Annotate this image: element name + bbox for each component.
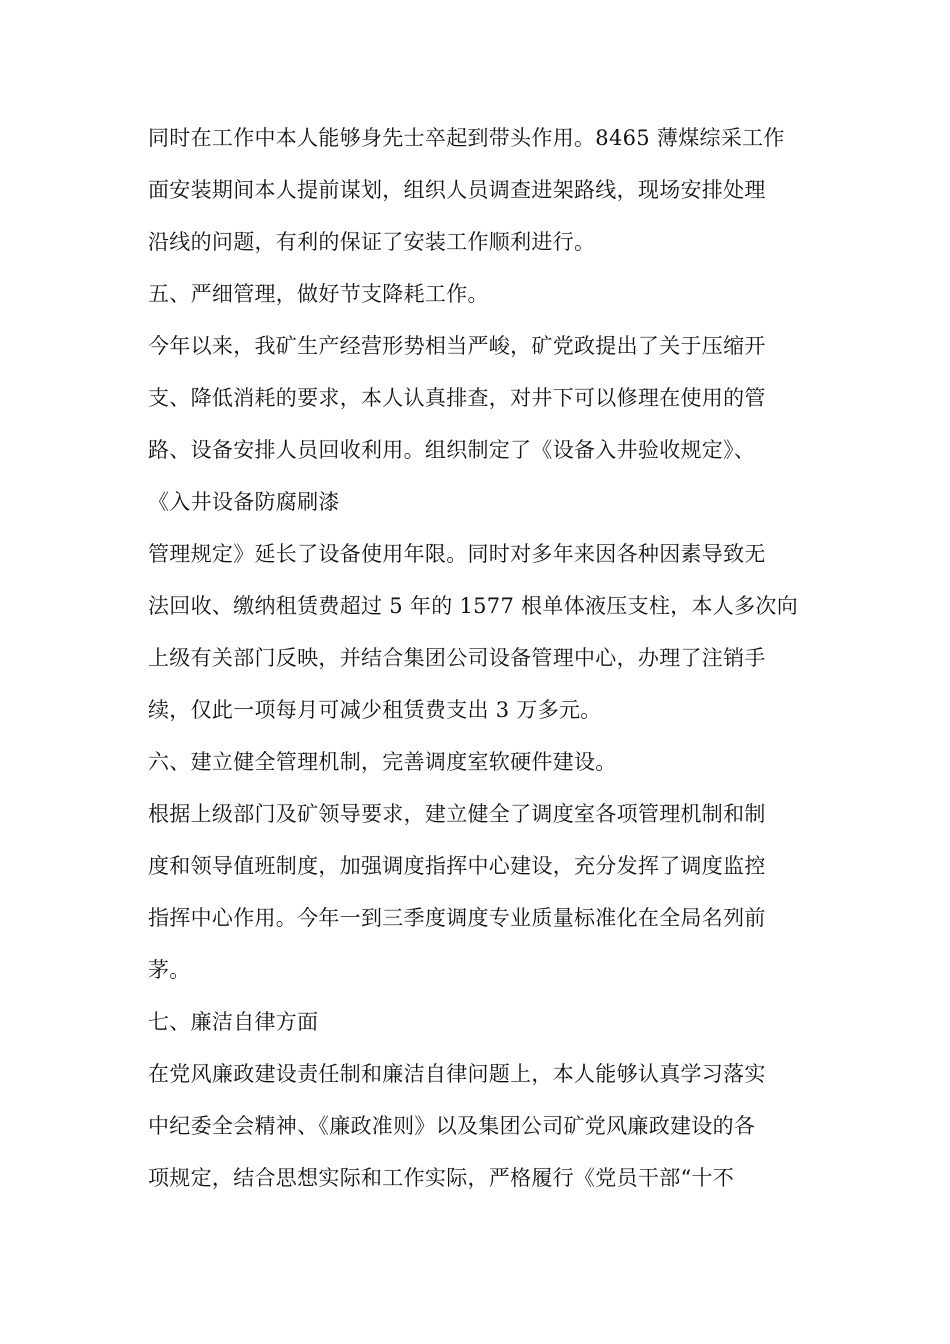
text-line: 今年以来，我矿生产经营形势相当严峻，矿党政提出了关于压缩开 [148, 334, 766, 358]
section-heading: 五、严细管理，做好节支降耗工作。 [148, 282, 489, 306]
text-line: 中纪委全会精神、《廉政准则》以及集团公司矿党风廉政建设的各 [148, 1114, 756, 1138]
text-line: 管理规定》延长了设备使用年限。同时对多年来因各种因素导致无 [148, 542, 766, 566]
text-line: 指挥中心作用。今年一到三季度调度专业质量标准化在全局名列前 [148, 906, 766, 930]
text-line: 根据上级部门及矿领导要求，建立健全了调度室各项管理机制和制 [148, 802, 766, 826]
text-line: 同时在工作中本人能够身先士卒起到带头作用。8465 薄煤综采工作 [148, 126, 785, 150]
text-line: 支、降低消耗的要求，本人认真排查，对井下可以修理在使用的管 [148, 386, 766, 410]
text-line: 茅。 [148, 958, 191, 982]
text-line: 法回收、缴纳租赁费超过 5 年的 1577 根单体液压支柱，本人多次向 [148, 594, 799, 618]
text-line: 项规定，结合思想实际和工作实际，严格履行《党员干部“十不 [148, 1166, 735, 1190]
section-heading: 七、廉洁自律方面 [148, 1010, 319, 1034]
text-line: 路、设备安排人员回收利用。组织制定了《设备入井验收规定》、 [148, 438, 756, 462]
section-heading: 六、建立健全管理机制，完善调度室软硬件建设。 [148, 750, 617, 774]
text-line: 在党风廉政建设责任制和廉洁自律问题上，本人能够认真学习落实 [148, 1062, 766, 1086]
text-line: 续，仅此一项每月可减少租赁费支出 3 万多元。 [148, 698, 602, 722]
text-line: 上级有关部门反映，并结合集团公司设备管理中心，办理了注销手 [148, 646, 766, 670]
text-line: 《入井设备防腐刷漆 [148, 490, 340, 514]
text-line: 度和领导值班制度，加强调度指挥中心建设，充分发挥了调度监控 [148, 854, 766, 878]
document-body [148, 112, 808, 1204]
text-line: 沿线的问题，有利的保证了安装工作顺利进行。 [148, 230, 596, 254]
text-line: 面安装期间本人提前谋划，组织人员调查进架路线，现场安排处理 [148, 178, 766, 202]
